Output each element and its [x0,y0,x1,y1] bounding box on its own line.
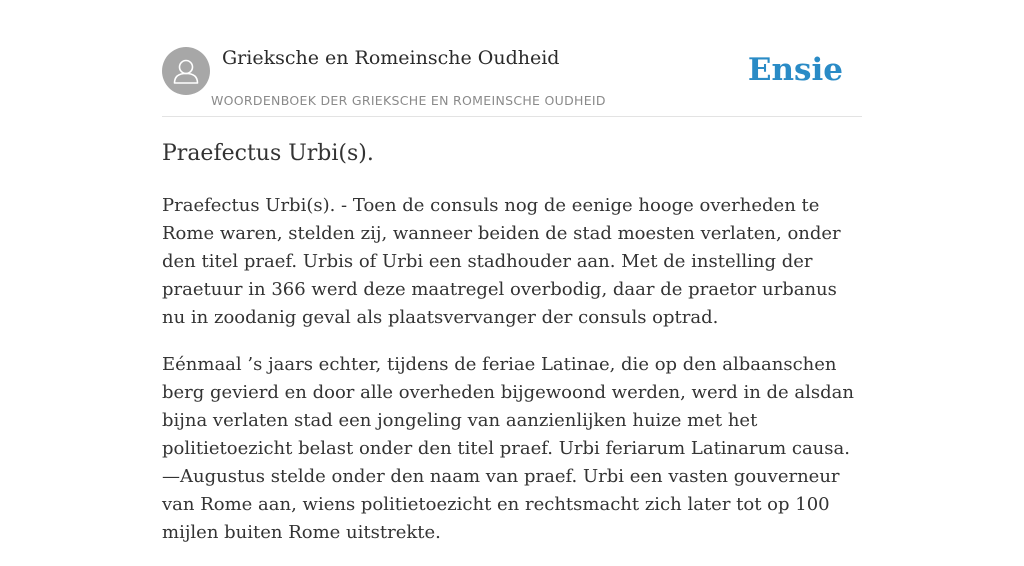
article-paragraph: Praefectus Urbi(s). - Toen de consuls nog de eenige hooge overheden te Rome waren, stelden zij, wanneer beiden de stad moesten verlaten, onder den titel praef. Urbis of Urbi een stadhouder aan. Met de instelling der praetuur in 366 werd deze maatregel overbodig, daar de praetor urbanus nu in zoodanig geval als plaatsvervanger der consuls optrad. [162,195,841,328]
article-title: Praefectus Urbi(s). [162,141,374,166]
source-header [162,46,862,117]
user-placeholder-icon [162,47,210,95]
source-title[interactable]: Grieksche en Romeinsche Oudheid [222,47,560,69]
article-paragraph: Eénmaal ’s jaars echter, tijdens de feriae Latinae, die op den albaanschen berg gevierd en door alle overheden bijgewoond werden, werd in de alsdan bijna verlaten stad een jongeling van aanzienlijken huize met het politietoezicht belast onder den titel praef. Urbi feriarum Latinarum causa.—Augustus stelde onder den naam van praef. Urbi een vasten gouverneur van Rome aan, wiens politietoezicht en rechtsmacht zich later tot op 100 mijlen buiten Rome uitstrekte. [162,354,855,543]
ensie-logo[interactable]: Ensie [747,52,843,88]
source-avatar[interactable] [162,47,210,95]
article-body [162,192,862,566]
source-subtitle: WOORDENBOEK DER GRIEKSCHE EN ROMEINSCHE OUDHEID [211,93,606,108]
